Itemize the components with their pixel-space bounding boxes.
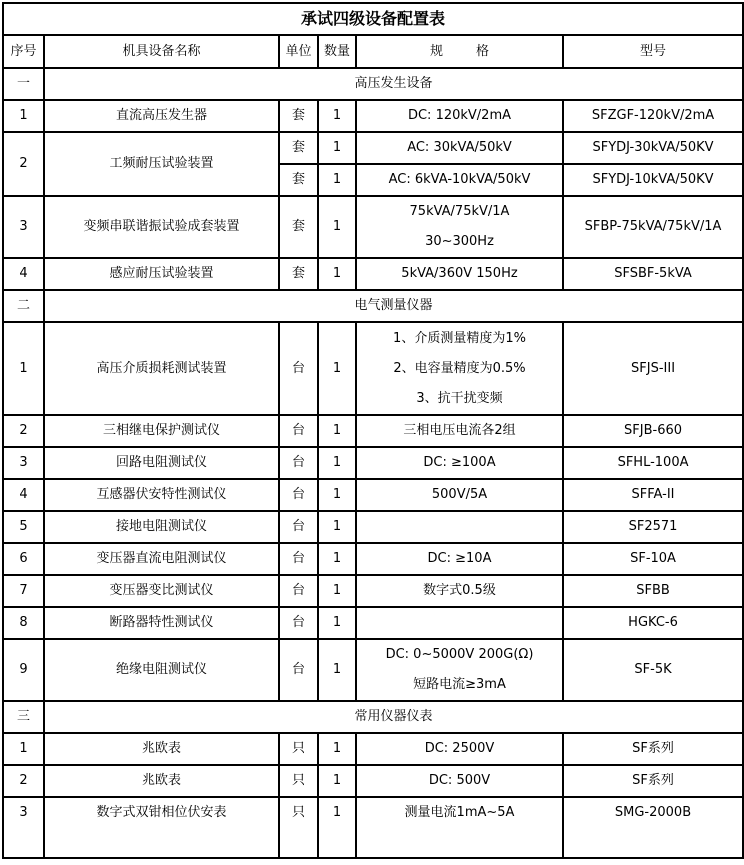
cell-name: 回路电阻测试仪 [44, 447, 279, 479]
cell-no: 3 [3, 447, 44, 479]
cell-name: 断路器特性测试仪 [44, 607, 279, 639]
section-index: 一 [3, 68, 44, 100]
col-header-no: 序号 [3, 35, 44, 68]
cell-qty: 1 [318, 322, 356, 415]
cell-spec: DC: 500V [356, 765, 563, 797]
table-row [3, 797, 743, 858]
table-title-row [3, 3, 743, 35]
cell-model: SF-10A [563, 543, 743, 575]
cell-qty: 1 [318, 100, 356, 132]
cell-qty: 1 [318, 164, 356, 196]
cell-no: 3 [3, 797, 44, 858]
table-row [3, 511, 743, 543]
col-header-qty: 数量 [318, 35, 356, 68]
cell-unit: 套 [279, 164, 318, 196]
cell-name: 互感器伏安特性测试仪 [44, 479, 279, 511]
section-title: 常用仪器仪表 [44, 701, 743, 733]
cell-qty: 1 [318, 258, 356, 290]
cell-qty: 1 [318, 575, 356, 607]
col-header-model: 型号 [563, 35, 743, 68]
section-index: 二 [3, 290, 44, 322]
cell-name: 高压介质损耗测试装置 [44, 322, 279, 415]
cell-no: 7 [3, 575, 44, 607]
cell-spec: 三相电压电流各2组 [356, 415, 563, 447]
cell-model: SFHL-100A [563, 447, 743, 479]
cell-unit: 台 [279, 607, 318, 639]
cell-unit: 台 [279, 479, 318, 511]
cell-model: SFBB [563, 575, 743, 607]
col-header-spec: 规 格 [356, 35, 563, 68]
cell-model: SMG-2000B [563, 797, 743, 858]
cell-name: 兆欧表 [44, 733, 279, 765]
cell-spec: DC: 2500V [356, 733, 563, 765]
table-row [3, 543, 743, 575]
cell-no: 2 [3, 132, 44, 196]
cell-unit: 台 [279, 322, 318, 415]
table-title: 承试四级设备配置表 [3, 3, 743, 35]
cell-name: 绝缘电阻测试仪 [44, 639, 279, 701]
cell-qty: 1 [318, 797, 356, 858]
cell-qty: 1 [318, 415, 356, 447]
table-row [3, 100, 743, 132]
cell-spec [356, 322, 563, 415]
cell-model: SF-5K [563, 639, 743, 701]
table-row [3, 639, 743, 701]
spec-line: 短路电流≥3mA [413, 677, 506, 692]
column-header-row [3, 35, 743, 68]
cell-spec: 测量电流1mA~5A [356, 797, 563, 858]
cell-no: 1 [3, 322, 44, 415]
table-row [3, 322, 743, 415]
cell-unit: 套 [279, 196, 318, 258]
cell-unit: 只 [279, 797, 318, 858]
cell-qty: 1 [318, 765, 356, 797]
cell-spec: DC: ≥10A [356, 543, 563, 575]
cell-no: 2 [3, 415, 44, 447]
cell-unit: 台 [279, 543, 318, 575]
cell-spec [356, 607, 563, 639]
cell-model: SFYDJ-30kVA/50KV [563, 132, 743, 164]
cell-unit: 套 [279, 100, 318, 132]
cell-qty: 1 [318, 132, 356, 164]
cell-spec [356, 639, 563, 701]
cell-unit: 台 [279, 511, 318, 543]
section-row-1 [3, 68, 743, 100]
spec-line: 75kVA/75kV/1A [409, 204, 510, 219]
section-index: 三 [3, 701, 44, 733]
section-row-2 [3, 290, 743, 322]
cell-no: 8 [3, 607, 44, 639]
cell-unit: 只 [279, 733, 318, 765]
table-row [3, 479, 743, 511]
col-header-name: 机具设备名称 [44, 35, 279, 68]
cell-model: SF系列 [563, 733, 743, 765]
cell-unit: 套 [279, 258, 318, 290]
cell-model: SFFA-II [563, 479, 743, 511]
cell-name: 工频耐压试验装置 [44, 132, 279, 196]
spec-line: 3、抗干扰变频 [416, 390, 503, 406]
cell-spec: AC: 6kVA-10kVA/50kV [356, 164, 563, 196]
cell-spec: DC: ≥100A [356, 447, 563, 479]
cell-qty: 1 [318, 479, 356, 511]
cell-model: SF2571 [563, 511, 743, 543]
cell-no: 1 [3, 100, 44, 132]
cell-no: 5 [3, 511, 44, 543]
cell-name: 接地电阻测试仪 [44, 511, 279, 543]
cell-no: 1 [3, 733, 44, 765]
cell-name: 直流高压发生器 [44, 100, 279, 132]
cell-model: SFZGF-120kV/2mA [563, 100, 743, 132]
cell-spec: 数字式0.5级 [356, 575, 563, 607]
spec-line: 30~300Hz [425, 234, 494, 249]
cell-no: 4 [3, 258, 44, 290]
table-row [3, 607, 743, 639]
spec-line: DC: 0~5000V 200G(Ω) [385, 647, 534, 662]
spec-line: 1、介质测量精度为1% [393, 330, 526, 346]
cell-qty: 1 [318, 543, 356, 575]
cell-no: 3 [3, 196, 44, 258]
cell-qty: 1 [318, 733, 356, 765]
table-row [3, 575, 743, 607]
table-row [3, 415, 743, 447]
cell-model: SFJB-660 [563, 415, 743, 447]
table-row [3, 447, 743, 479]
section-row-3 [3, 701, 743, 733]
cell-name: 变压器直流电阻测试仪 [44, 543, 279, 575]
cell-name: 数字式双钳相位伏安表 [44, 797, 279, 858]
cell-qty: 1 [318, 196, 356, 258]
cell-unit: 台 [279, 447, 318, 479]
cell-unit: 台 [279, 415, 318, 447]
cell-name: 变压器变比测试仪 [44, 575, 279, 607]
cell-model: SF系列 [563, 765, 743, 797]
cell-unit: 台 [279, 575, 318, 607]
col-header-unit: 单位 [279, 35, 318, 68]
cell-no: 6 [3, 543, 44, 575]
section-title: 电气测量仪器 [44, 290, 743, 322]
cell-unit: 套 [279, 132, 318, 164]
cell-qty: 1 [318, 639, 356, 701]
cell-unit: 只 [279, 765, 318, 797]
cell-model: SFSBF-5kVA [563, 258, 743, 290]
cell-model: HGKC-6 [563, 607, 743, 639]
cell-spec: AC: 30kVA/50kV [356, 132, 563, 164]
spec-line: 2、电容量精度为0.5% [393, 360, 526, 376]
table-row [3, 196, 743, 258]
cell-name: 兆欧表 [44, 765, 279, 797]
cell-name: 变频串联谐振试验成套装置 [44, 196, 279, 258]
section-title: 高压发生设备 [44, 68, 743, 100]
cell-spec: 500V/5A [356, 479, 563, 511]
cell-unit: 台 [279, 639, 318, 701]
cell-model: SFYDJ-10kVA/50KV [563, 164, 743, 196]
cell-model: SFBP-75kVA/75kV/1A [563, 196, 743, 258]
cell-qty: 1 [318, 607, 356, 639]
cell-spec [356, 511, 563, 543]
cell-name: 三相继电保护测试仪 [44, 415, 279, 447]
cell-qty: 1 [318, 511, 356, 543]
cell-no: 9 [3, 639, 44, 701]
cell-model: SFJS-III [563, 322, 743, 415]
cell-no: 4 [3, 479, 44, 511]
cell-spec: DC: 120kV/2mA [356, 100, 563, 132]
table-row [3, 258, 743, 290]
cell-qty: 1 [318, 447, 356, 479]
cell-no: 2 [3, 765, 44, 797]
equipment-config-table [2, 2, 744, 859]
cell-spec [356, 196, 563, 258]
table-row [3, 765, 743, 797]
cell-name: 感应耐压试验装置 [44, 258, 279, 290]
table-row [3, 733, 743, 765]
table-row [3, 132, 743, 164]
cell-spec: 5kVA/360V 150Hz [356, 258, 563, 290]
